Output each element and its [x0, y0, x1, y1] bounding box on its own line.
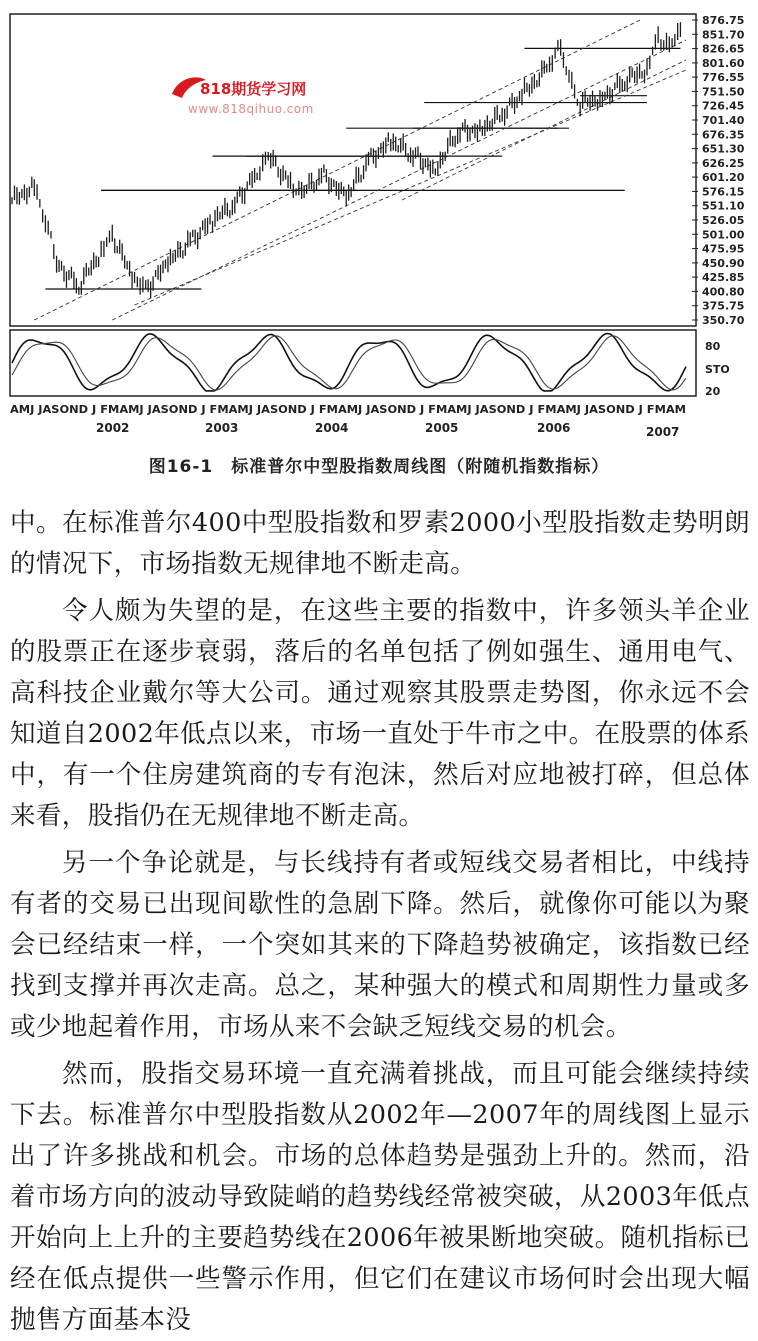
indicator-label: 80: [705, 340, 721, 353]
y-tick-label: 501.00: [702, 228, 745, 242]
indicator-label: STO: [705, 363, 730, 376]
figure-caption: 图16-1 标准普尔中型股指数周线图（附随机指数指标）: [148, 457, 610, 477]
year-label-2005: 2005: [425, 421, 459, 435]
y-tick-label: 425.85: [702, 271, 745, 285]
paragraph-2: 令人颇为失望的是，在这些主要的指数中，许多领头羊企业的股票正在逐步衰弱，落后的名单包括了例如强生、通用电气、高科技企业戴尔等大公司。通过观察其股票走势图，你永远不会知道自2002年低点以来，市场一直处于牛市之中。在股票的体系中，有一个住房建筑商的专有泡沫，然后对应地被打碎，但总体来看，股指仍在无规律地不断走高。: [10, 596, 750, 831]
paragraph-1: 中。在标准普尔400中型股指数和罗素2000小型股指数走势明朗的情况下，市场指数无规律地不断走高。: [10, 508, 750, 579]
year-label-2002: 2002: [96, 421, 130, 435]
y-tick-label: 651.30: [702, 142, 745, 156]
chart-figure: [0, 0, 758, 445]
y-tick-label: 776.55: [702, 71, 745, 85]
price-panel-frame: [10, 14, 696, 326]
y-tick-label: 826.65: [702, 42, 745, 56]
y-axis-ticks: [692, 14, 745, 327]
watermark-url-text: www.818qihuo.com: [188, 102, 314, 116]
y-tick-label: 576.15: [702, 185, 745, 199]
y-tick-label: 601.20: [702, 171, 745, 185]
y-tick-label: 876.75: [702, 14, 745, 27]
y-tick-label: 851.70: [702, 28, 745, 42]
indicator-panel-frame: [10, 330, 696, 396]
y-tick-label: 701.40: [702, 114, 745, 127]
y-tick-label: 450.90: [702, 256, 745, 270]
year-label-2006: 2006: [537, 421, 571, 435]
watermark-logo-text: 818期货学习网: [200, 80, 307, 98]
y-tick-label: 551.10: [702, 199, 745, 213]
body-text: [10, 503, 750, 1341]
year-label-2007: 2007: [646, 425, 680, 439]
y-tick-label: 626.25: [702, 156, 745, 170]
year-label-2004: 2004: [315, 421, 349, 435]
y-tick-label: 676.35: [702, 128, 745, 142]
month-axis-labels: AMJ JASOND J FMAMJ JASOND J FMAMJ JASOND J FMAMJ JASOND J FMAMJ JASOND J FMAMJ JASOND J FMAM: [10, 404, 686, 416]
price-chart: [0, 0, 758, 445]
y-tick-label: 475.95: [702, 242, 745, 256]
y-tick-label: 400.80: [702, 285, 745, 299]
y-tick-label: 526.05: [702, 214, 745, 227]
indicator-label: 20: [705, 385, 721, 398]
indicator-labels: [705, 340, 730, 398]
y-tick-label: 726.45: [702, 99, 745, 113]
year-label-2003: 2003: [205, 421, 239, 435]
y-tick-label: 350.70: [702, 314, 745, 327]
y-tick-label: 375.75: [702, 299, 745, 313]
y-tick-label: 801.60: [702, 56, 745, 70]
y-tick-label: 751.50: [702, 85, 745, 99]
paragraph-3: 另一个争论就是，与长线持有者或短线交易者相比，中线持有者的交易已出现间歇性的急剧下降。然后，就像你可能以为聚会已经结束一样，一个突如其来的下降趋势被确定，该指数已经找到支撑并再次走高。总之，某种强大的模式和周期性力量或多或少地起着作用，市场从来不会缺乏短线交易的机会。: [10, 848, 750, 1042]
paragraph-4: 然而，股指交易环境一直充满着挑战，而且可能会继续持续下去。标准普尔中型股指数从2002年—2007年的周线图上显示出了许多挑战和机会。市场的总体趋势是强劲上升的。然而，沿着市场方向的波动导致陡峭的趋势线经常被突破，从2003年低点开始向上上升的主要趋势线在2006年被果断地突破。随机指标已经在低点提供一些警示作用，但它们在建议市场何时会出现大幅抛售方面基本没: [10, 1059, 750, 1335]
